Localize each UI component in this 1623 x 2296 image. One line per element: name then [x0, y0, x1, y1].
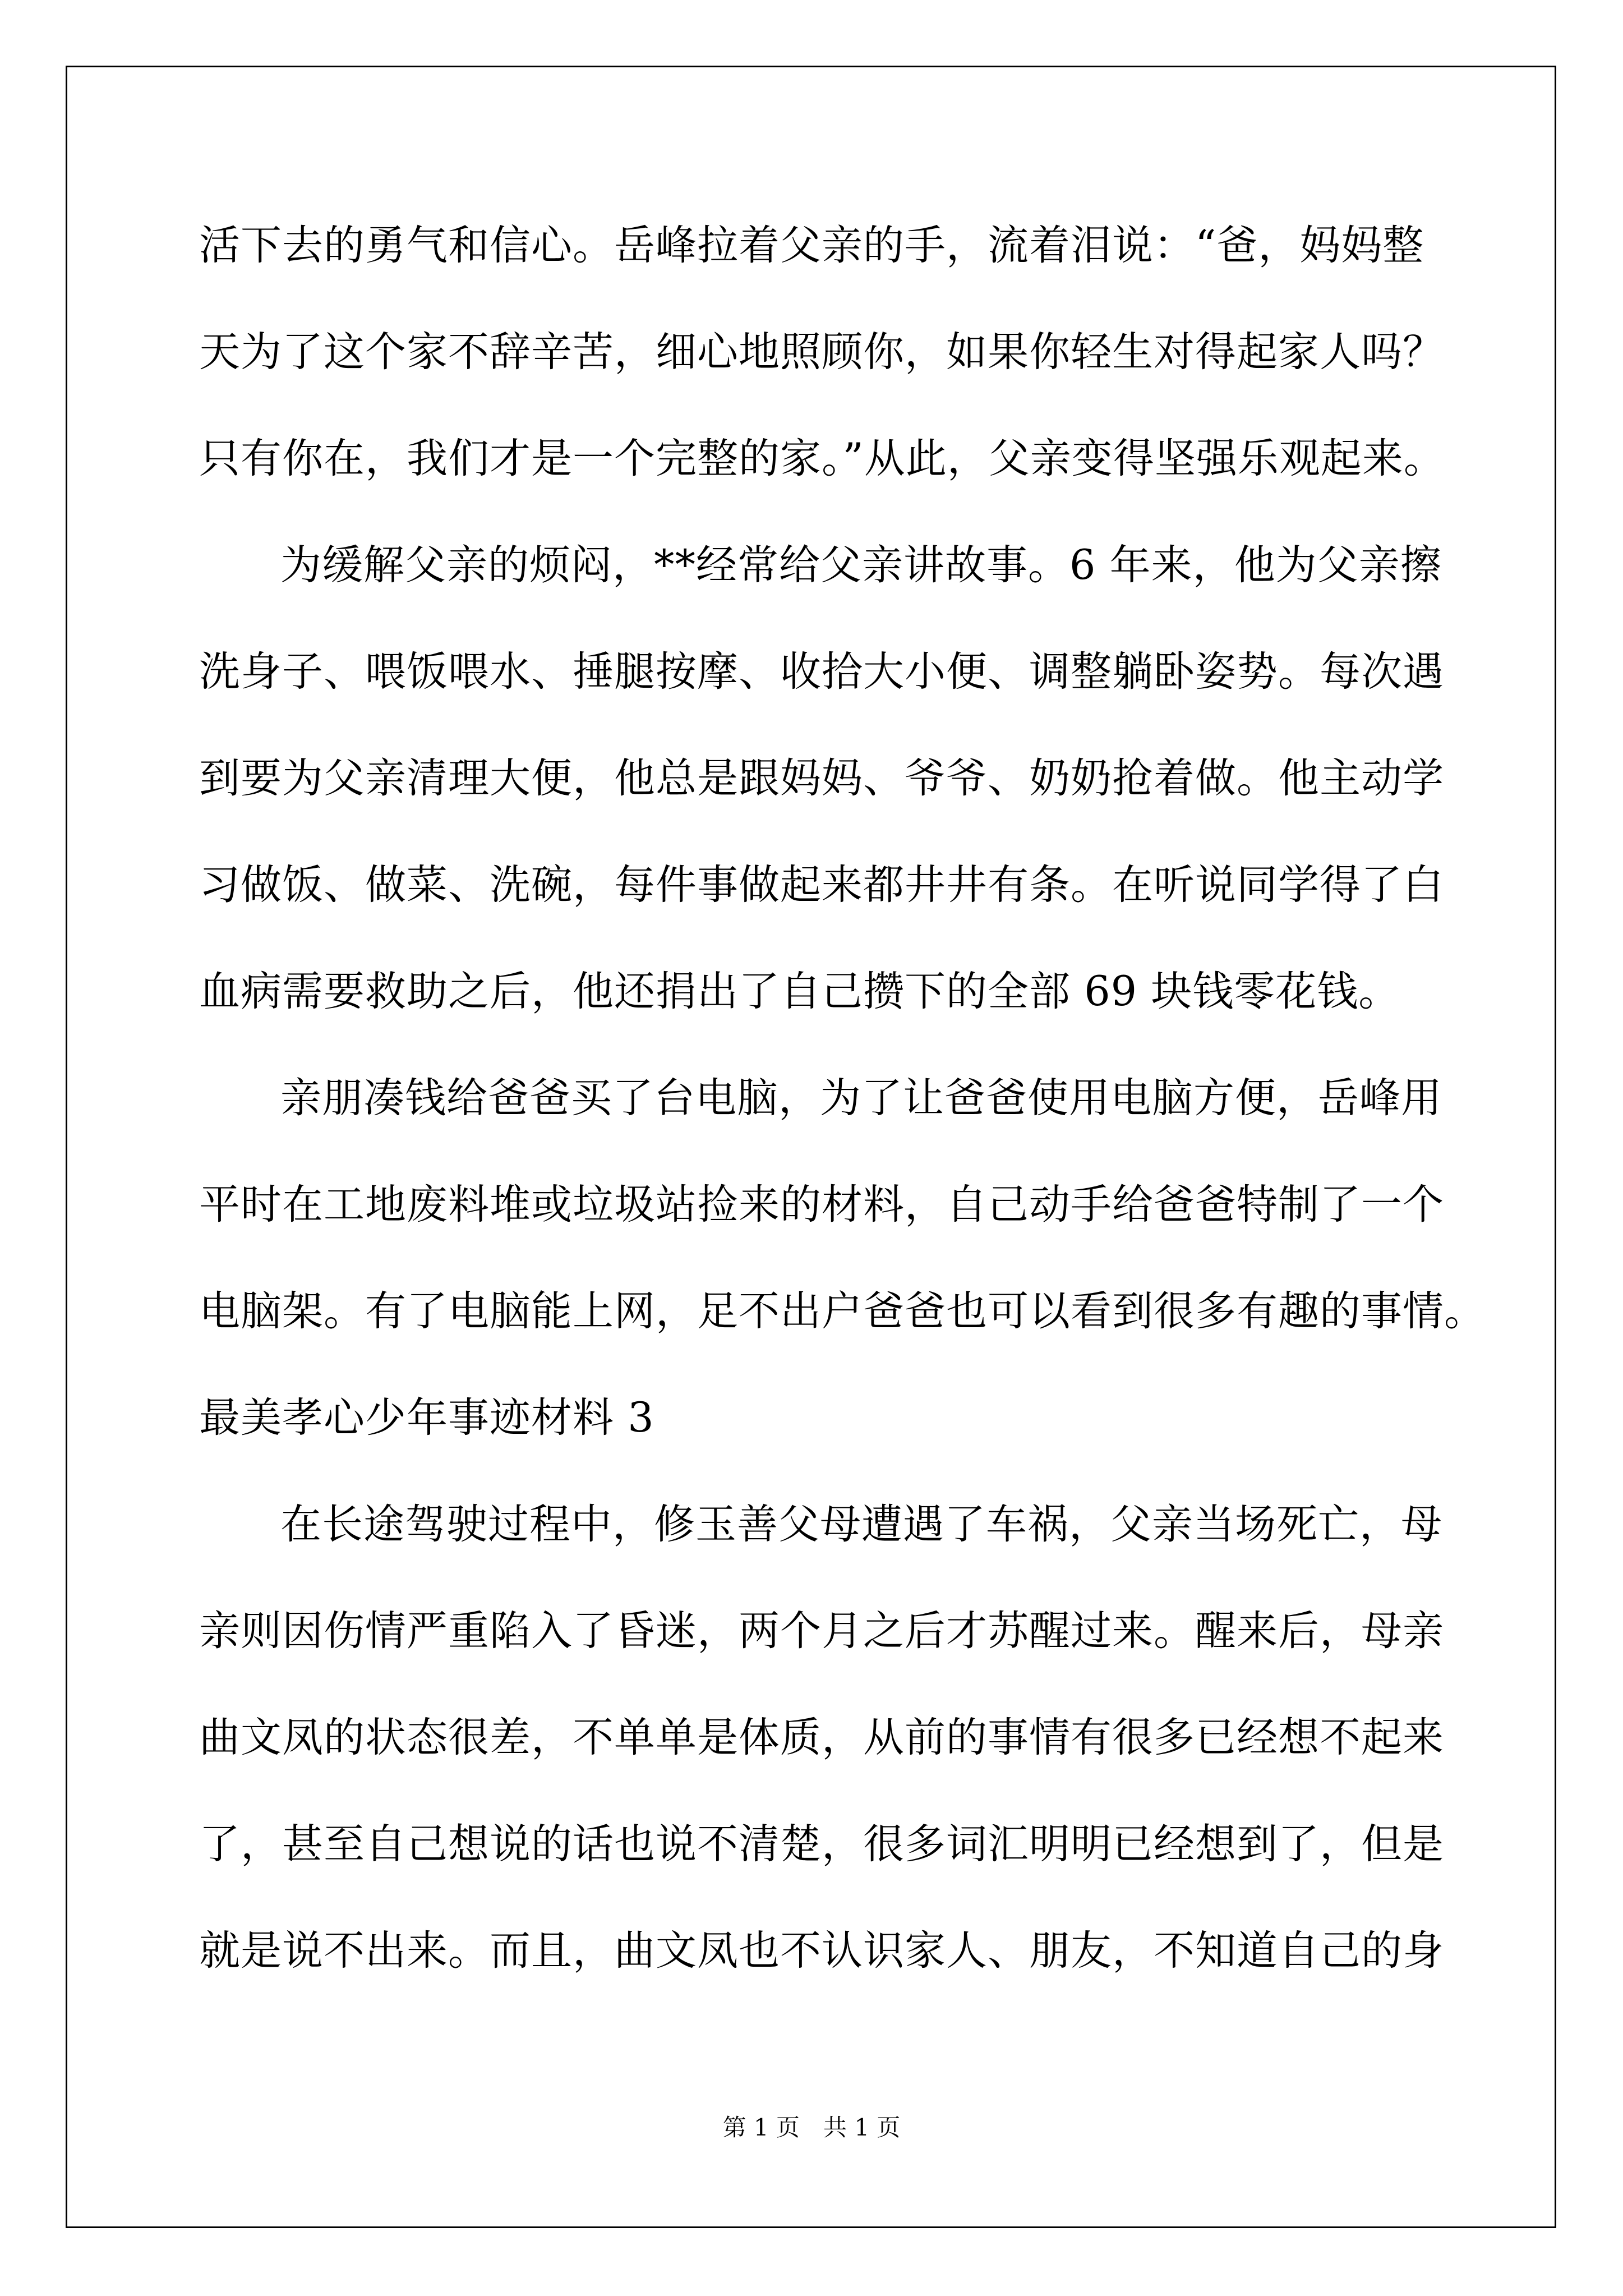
- text-line: 曲文凤的状态很差，不单单是体质，从前的事情有很多已经想不起来: [199, 1714, 1444, 1761]
- section-heading: 最美孝心少年事迹材料 3: [199, 1394, 654, 1442]
- page-border: [66, 66, 1556, 2228]
- text-line: 到要为父亲清理大便，他总是跟妈妈、爷爷、奶奶抢着做。他主动学: [199, 754, 1444, 802]
- text-line: 天为了这个家不辞辛苦，细心地照顾你，如果你轻生对得起家人吗？: [199, 328, 1444, 376]
- text-line: 了，甚至自己想说的话也说不清楚，很多词汇明明已经想到了，但是: [199, 1820, 1444, 1868]
- page-number-footer: 第 1 页 共 1 页: [722, 2114, 901, 2141]
- text-line: 活下去的勇气和信心。岳峰拉着父亲的手，流着泪说：“爸，妈妈整: [199, 222, 1424, 269]
- text-line: 平时在工地废料堆或垃圾站捡来的材料，自己动手给爸爸特制了一个: [199, 1181, 1444, 1228]
- text-line: 亲则因伤情严重陷入了昏迷，两个月之后才苏醒过来。醒来后，母亲: [199, 1607, 1444, 1655]
- text-line: 就是说不出来。而且，曲文凤也不认识家人、朋友，不知道自己的身: [199, 1927, 1444, 1975]
- text-line: 习做饭、做菜、洗碗，每件事做起来都井井有条。在听说同学得了白: [199, 861, 1444, 909]
- text-line: 只有你在，我们才是一个完整的家。”从此，父亲变得坚强乐观起来。: [199, 435, 1445, 482]
- paragraph-first-line: 亲朋凑钱给爸爸买了台电脑，为了让爸爸使用电脑方便，岳峰用: [280, 1074, 1442, 1122]
- paragraph-first-line: 为缓解父亲的烦闷，**经常给父亲讲故事。6 年来，他为父亲擦: [280, 541, 1442, 589]
- text-line: 洗身子、喂饭喂水、捶腿按摩、收拾大小便、调整躺卧姿势。每次遇: [199, 648, 1444, 696]
- paragraph-first-line: 在长途驾驶过程中，修玉善父母遭遇了车祸，父亲当场死亡，母: [280, 1501, 1442, 1548]
- text-line: 血病需要救助之后，他还捐出了自己攒下的全部 69 块钱零花钱。: [199, 968, 1400, 1015]
- text-line: 电脑架。有了电脑能上网，足不出户爸爸也可以看到很多有趣的事情。: [199, 1287, 1486, 1335]
